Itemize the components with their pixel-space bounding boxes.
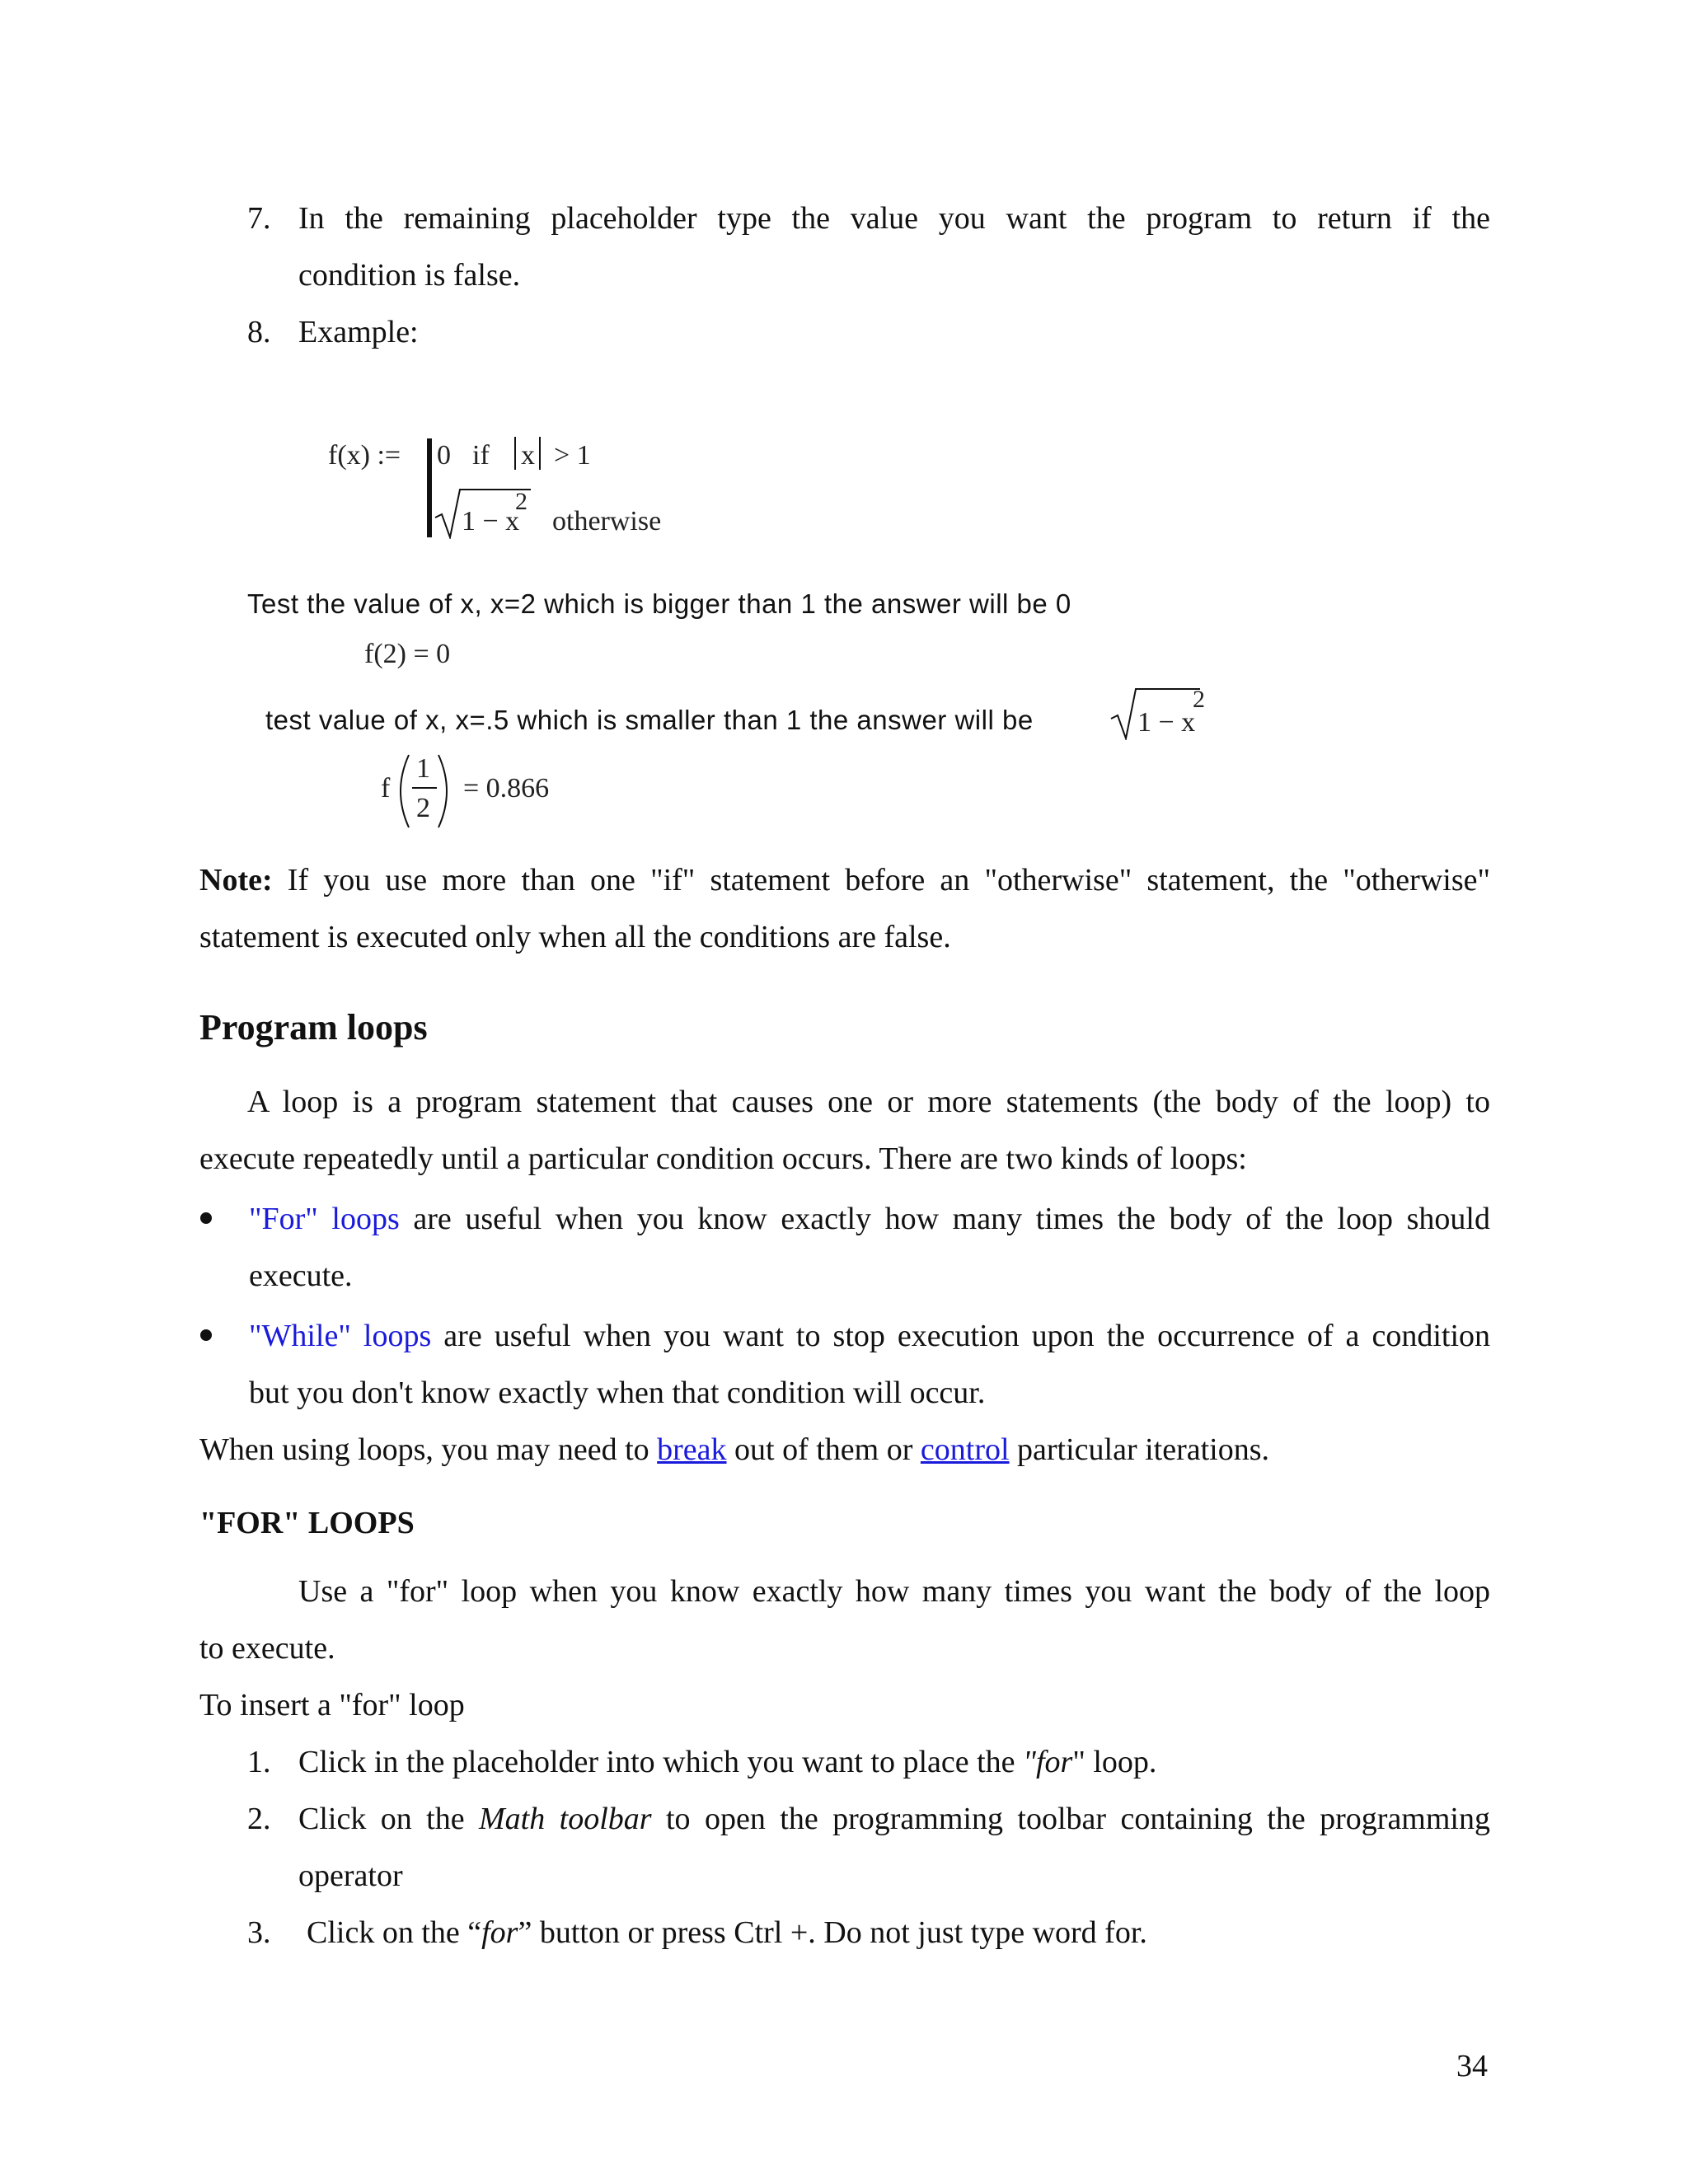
for-step-2-em: Math toolbar [479,1802,652,1836]
test1-sentence: Test the value of x, x=2 which is bigger than 1 the answer will be 0 [247,588,1071,619]
bullet-1-line1 [249,1203,1490,1235]
bullet-2-line1 [249,1320,1490,1352]
loops-sentence [199,1434,1269,1465]
program-bar [427,438,432,537]
for-loops-heading: "FOR" LOOPS [199,1506,415,1540]
intro-line1: A loop is a program statement that causes one or more statements (the body of the loop) to [247,1085,1490,1119]
for-step-2-line2: operator [298,1858,403,1893]
row1-zero: 0 [437,440,451,471]
fraction-denominator: 2 [416,793,430,823]
row2-exponent: 2 [515,488,528,515]
row1-if: if [472,440,490,471]
row2-expr: 1 − x [462,506,520,537]
loops-sentence-pre: When using loops, you may need to [199,1432,658,1467]
fraction-bar [412,787,437,789]
for-loops-link[interactable]: "For" loops [249,1202,400,1236]
for-para-line1: Use a "for" loop when you know exactly how many times you want the body of the loop [298,1574,1490,1609]
for-step-1-number: 1. [247,1745,271,1779]
loops-sentence-post: particular iterations. [1009,1432,1270,1467]
abs-bar-right [539,437,541,470]
for-step-1-post: " loop. [1072,1745,1157,1779]
step-8-text: Example: [298,315,419,349]
for-step-1-pre: Click in the placeholder into which you want to place the [298,1745,1024,1779]
insert-title: To insert a "for" loop [199,1688,465,1722]
for-step-1-text [298,1746,1156,1778]
bullet-1-text: are useful when you know exactly how many times the body of the loop should [399,1202,1490,1236]
fraction-numerator: 1 [416,753,430,784]
bullet-1-line2: execute. [249,1258,353,1293]
note-text-line1: If you use more than one "if" statement before an "otherwise" statement, the "otherwise" [272,863,1490,898]
loops-sentence-mid: out of them or [726,1432,921,1467]
for-para-line2: to execute. [199,1631,335,1666]
example-lhs: f(x) := [328,440,401,471]
row2-otherwise: otherwise [552,506,662,537]
step-8-number: 8. [247,315,271,349]
for-step-3-pre: Click on the “ [307,1915,482,1950]
for-step-2-number: 2. [247,1802,271,1836]
for-step-3-em: for [481,1915,518,1950]
control-link[interactable]: control [920,1432,1010,1467]
bullet-2-line2: but you don't know exactly when that condition will occur. [249,1376,986,1410]
for-step-3-text [307,1917,1147,1948]
abs-bar-left [514,437,516,470]
step-7-text-line2: condition is false. [298,258,521,293]
page-number: 34 [1456,2049,1488,2083]
while-loops-link[interactable]: "While" loops [249,1319,432,1353]
for-step-3-post: ” button or press Ctrl +. Do not just type word for. [518,1915,1147,1950]
row1-gt: > 1 [554,440,591,471]
bullet-2-text: are useful when you want to stop execution upon the occurrence of a condition [431,1319,1491,1353]
for-step-2-line1 [298,1803,1490,1835]
test2-root-exponent: 2 [1193,686,1205,713]
intro-line2: execute repeatedly until a particular condition occurs. There are two kinds of loops: [199,1141,1247,1176]
test1-result: f(2) = 0 [364,639,451,669]
note-line1 [199,865,1490,896]
row1-x: x [521,440,535,471]
step-7-number: 7. [247,201,271,236]
note-line2: statement is executed only when all the conditions are false. [199,920,951,954]
section-heading: Program loops [199,1007,428,1047]
test2-result: = 0.866 [463,773,550,804]
step-7-text-line1: In the remaining placeholder type the value you want the program to return if the [298,201,1490,236]
for-step-1-em: "for [1023,1745,1073,1779]
for-step-2-post: to open the programming toolbar containing the programming [651,1802,1490,1836]
break-link[interactable]: break [657,1432,727,1467]
for-step-2-pre: Click on the [298,1802,480,1836]
note-label: Note: [199,863,273,898]
bullet-1-dot [200,1212,212,1224]
test2-sentence: test value of x, x=.5 which is smaller than 1 the answer will be [265,705,1034,735]
test2-root-expr: 1 − x [1137,707,1196,738]
for-step-3-number: 3. [247,1915,271,1950]
test2-f: f [381,773,391,804]
bullet-2-dot [200,1329,212,1341]
